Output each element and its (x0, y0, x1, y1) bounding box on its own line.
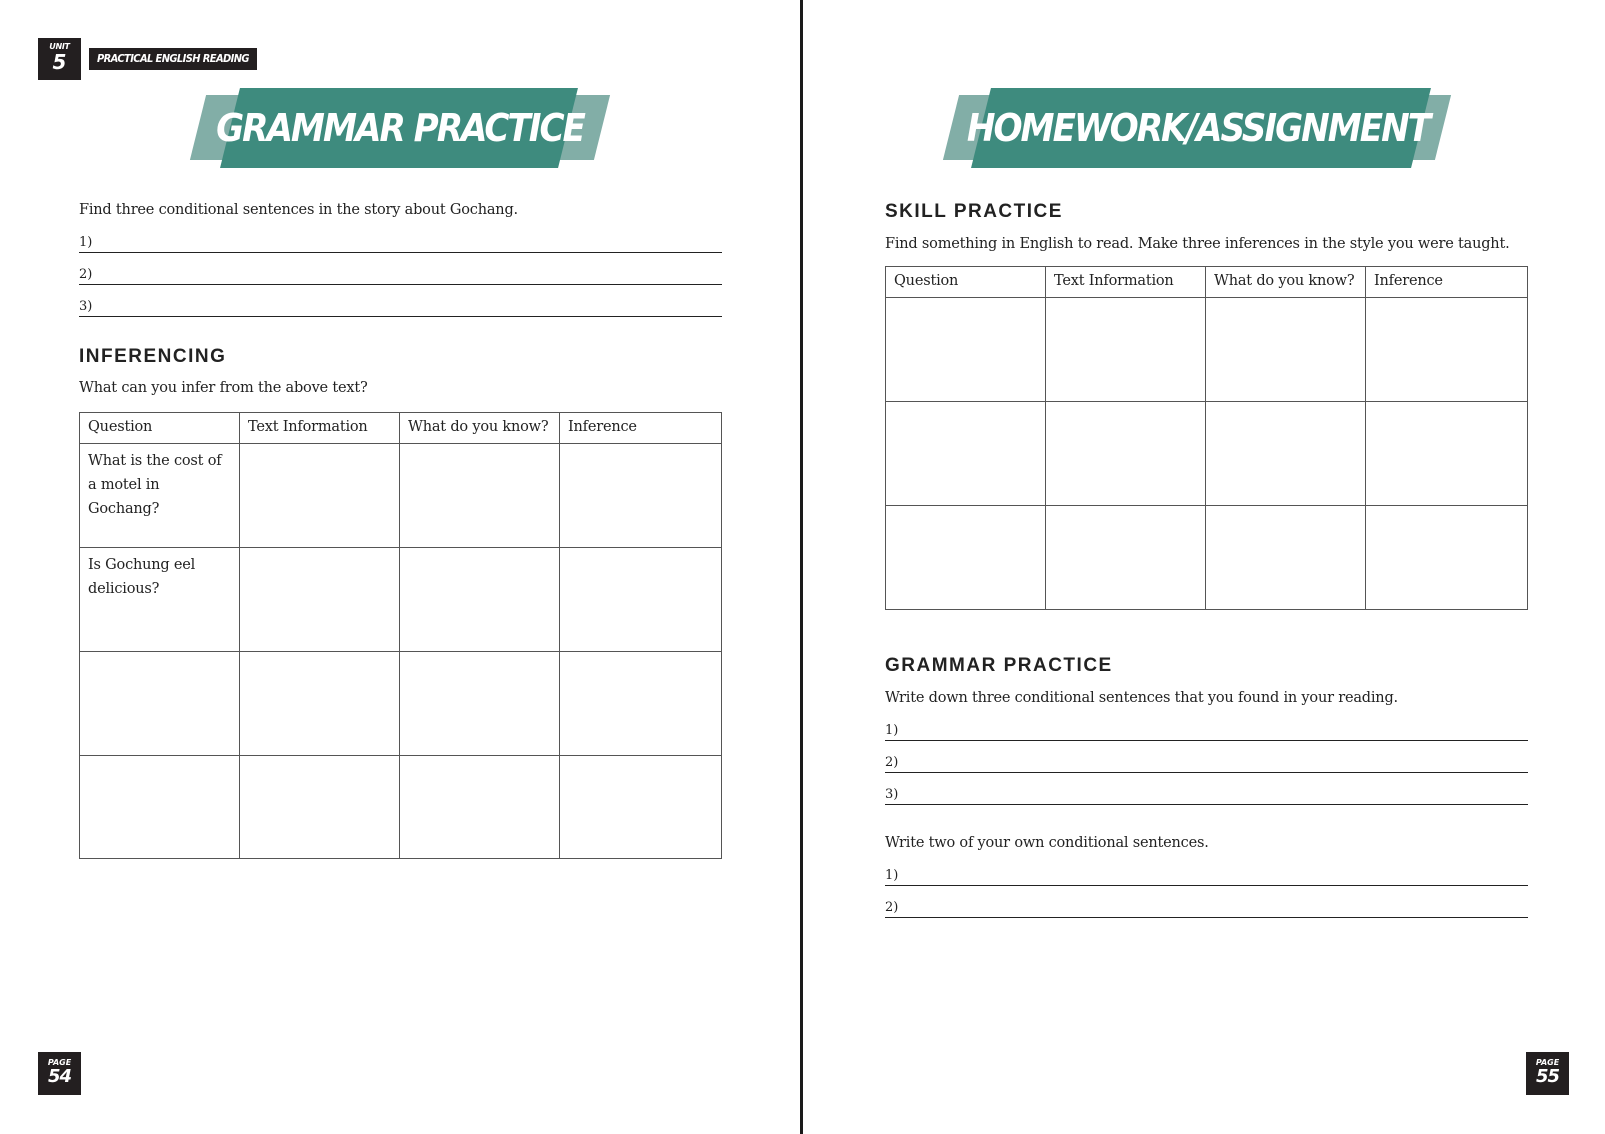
table-cell[interactable] (80, 756, 240, 859)
table-cell[interactable] (560, 444, 722, 548)
table-header-row (80, 413, 722, 444)
page-label: PAGE (1535, 1058, 1560, 1067)
unit-number: 5 (52, 50, 67, 74)
grammar-instruction: Write down three conditional sentences that you found in your reading. (885, 690, 1398, 706)
table-row (886, 298, 1528, 402)
answer-line-number: 2) (885, 900, 899, 915)
answer-line[interactable] (885, 721, 1528, 741)
table-cell[interactable] (1206, 298, 1366, 402)
table-cell[interactable] (560, 756, 722, 859)
book-title: PRACTICAL ENGLISH READING (89, 48, 257, 70)
table-cell[interactable] (400, 652, 560, 756)
table-row (886, 506, 1528, 610)
unit-label: UNIT (49, 42, 70, 51)
page-number: 54 (47, 1066, 72, 1087)
title-banner (190, 88, 610, 170)
grammar-practice-heading: GRAMMAR PRACTICE (885, 655, 1113, 676)
table-header-row (886, 267, 1528, 298)
column-header: Text Information (240, 413, 400, 444)
page-title: HOMEWORK/ASSIGNMENT (966, 106, 1430, 150)
table-cell[interactable] (886, 298, 1046, 402)
question-cell: What is the cost of a motel in Gochang? (80, 444, 240, 548)
answer-line[interactable] (885, 785, 1528, 805)
column-header: Inference (560, 413, 722, 444)
column-header: What do you know? (1206, 267, 1366, 298)
table-cell[interactable] (80, 652, 240, 756)
column-header: Text Information (1046, 267, 1206, 298)
inferencing-instruction: What can you infer from the above text? (79, 380, 368, 396)
table-cell[interactable] (1366, 402, 1528, 506)
table-cell[interactable] (886, 402, 1046, 506)
answer-line-number: 2) (79, 267, 93, 282)
table-row (80, 652, 722, 756)
answer-line[interactable] (79, 233, 722, 253)
answer-line-number: 1) (79, 235, 93, 250)
column-header: Question (886, 267, 1046, 298)
table-cell[interactable] (1206, 506, 1366, 610)
table-row (886, 402, 1528, 506)
column-header: Inference (1366, 267, 1528, 298)
answer-line-number: 1) (885, 868, 899, 883)
inference-table (885, 266, 1528, 610)
answer-line-number: 2) (885, 755, 899, 770)
answer-line-number: 3) (79, 299, 93, 314)
page-label: PAGE (47, 1058, 72, 1067)
column-header: What do you know? (400, 413, 560, 444)
table-cell[interactable] (240, 756, 400, 859)
table-row (80, 756, 722, 859)
table-cell[interactable] (1366, 298, 1528, 402)
table-cell[interactable] (1046, 298, 1206, 402)
left-page (0, 0, 800, 1134)
table-row (80, 444, 722, 548)
table-row (80, 548, 722, 652)
right-page (803, 0, 1605, 1134)
page-number: 55 (1535, 1066, 1560, 1087)
answer-line[interactable] (885, 753, 1528, 773)
answer-line[interactable] (79, 265, 722, 285)
page-number-badge (38, 1052, 81, 1095)
page-title: GRAMMAR PRACTICE (216, 106, 584, 150)
table-cell[interactable] (1046, 402, 1206, 506)
unit-badge (38, 38, 81, 80)
table-cell[interactable] (1046, 506, 1206, 610)
answer-line[interactable] (79, 297, 722, 317)
table-cell[interactable] (240, 548, 400, 652)
answer-line-number: 3) (885, 787, 899, 802)
page-number-badge (1526, 1052, 1569, 1095)
answer-line[interactable] (885, 898, 1528, 918)
table-cell[interactable] (886, 506, 1046, 610)
inference-table (79, 412, 722, 859)
table-cell[interactable] (560, 548, 722, 652)
table-cell[interactable] (240, 652, 400, 756)
own-sentences-instruction: Write two of your own conditional sentences. (885, 835, 1209, 851)
table-cell[interactable] (400, 756, 560, 859)
table-cell[interactable] (400, 444, 560, 548)
grammar-instruction: Find three conditional sentences in the story about Gochang. (79, 202, 518, 218)
table-cell[interactable] (1366, 506, 1528, 610)
answer-line-number: 1) (885, 723, 899, 738)
inferencing-heading: INFERENCING (79, 346, 227, 367)
column-header: Question (80, 413, 240, 444)
skill-practice-heading: SKILL PRACTICE (885, 201, 1063, 222)
table-cell[interactable] (400, 548, 560, 652)
table-cell[interactable] (560, 652, 722, 756)
question-cell: Is Gochung eel delicious? (80, 548, 240, 652)
title-banner (943, 88, 1453, 170)
table-cell[interactable] (1206, 402, 1366, 506)
answer-line[interactable] (885, 866, 1528, 886)
table-cell[interactable] (240, 444, 400, 548)
skill-instruction: Find something in English to read. Make three inferences in the style you were taught. (885, 236, 1510, 252)
